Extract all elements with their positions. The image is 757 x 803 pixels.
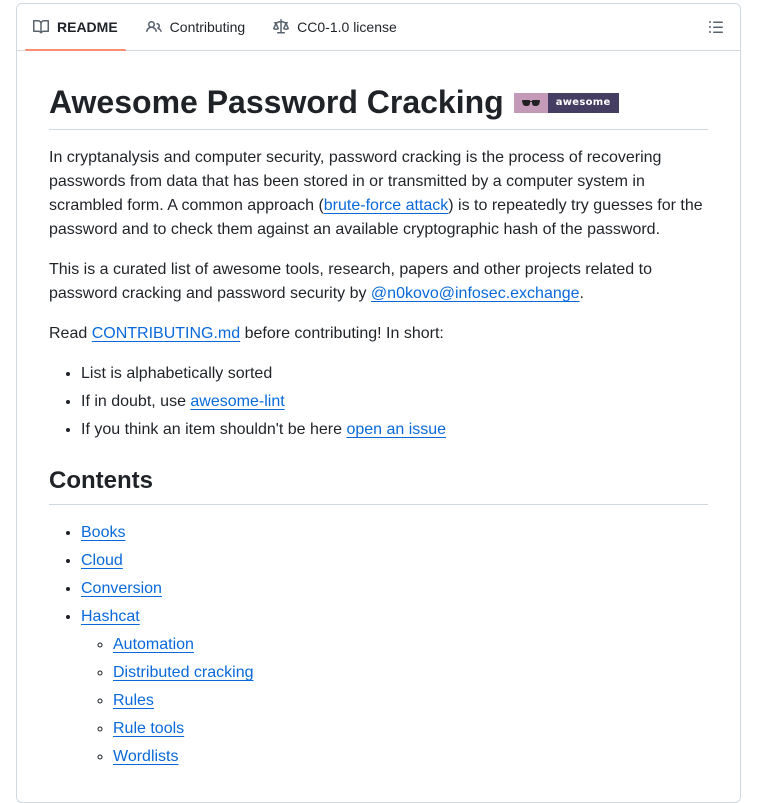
author-link[interactable]: @n0kovo@infosec.exchange (370, 285, 580, 302)
list-item: • If you think an item shouldn't be here open an issue (81, 418, 708, 442)
tab-contributing[interactable] (138, 4, 254, 50)
toc-subitem (113, 633, 708, 657)
toc-item (81, 605, 708, 769)
contributing-md-link[interactable]: CONTRIBUTING.md (91, 325, 241, 342)
toc-subitem (113, 661, 708, 685)
toc-link-distributed-cracking[interactable]: Distributed cracking (113, 664, 254, 681)
toc-subitem (113, 689, 708, 713)
toc-link-hashcat[interactable]: Hashcat (81, 608, 140, 625)
brute-force-attack-link[interactable]: brute-force attack (323, 197, 449, 214)
page-title (49, 83, 708, 130)
tab-license[interactable] (265, 4, 405, 50)
toc-link-rules[interactable]: Rules (113, 692, 154, 709)
toc-link-books[interactable]: Books (81, 524, 126, 541)
list-unordered-icon (708, 19, 724, 35)
people-icon (146, 19, 162, 35)
toc-subitem (113, 745, 708, 769)
list-item: • If in doubt, use awesome-lint (81, 390, 708, 414)
contributing-paragraph: Read CONTRIBUTING.md before contributing! In short: (49, 325, 444, 342)
tab-contributing-label: Contributing (169, 19, 246, 35)
open-issue-link[interactable]: open an issue (346, 421, 447, 438)
sunglasses-icon (521, 98, 541, 108)
hashcat-sublist (81, 633, 708, 769)
contents-heading: Contents (49, 466, 708, 505)
toc-subitem (113, 717, 708, 741)
toc-item (81, 549, 708, 573)
toc-item (81, 577, 708, 601)
toc-link-wordlists[interactable]: Wordlists (113, 748, 179, 765)
page-title-text: Awesome Password Cracking (49, 84, 504, 120)
curated-paragraph: This is a curated list of awesome tools, research, papers and other projects related to password cracking and password security by @n0kovo@infosec.exchange. (49, 261, 652, 302)
toc-item (81, 521, 708, 545)
tab-readme-label: README (57, 19, 118, 35)
rules-list (49, 362, 708, 442)
toc-link-rule-tools[interactable]: Rule tools (113, 720, 185, 737)
list-item: • List is alphabetically sorted (81, 362, 708, 386)
readme-panel (16, 3, 741, 803)
intro-paragraph: In cryptanalysis and computer security, password cracking is the process of recovering passwords from data that has been stored in or transmitted by a computer system in scrambled form. A common approach (brute-force attack) is to repeatedly try guesses for the password and to check them against an available cryptographic hash of the password. (49, 149, 703, 238)
awesome-badge[interactable] (514, 93, 619, 113)
tab-license-label: CC0-1.0 license (297, 19, 397, 35)
readme-content (17, 51, 740, 769)
tab-readme[interactable] (25, 4, 126, 50)
book-icon (33, 19, 49, 35)
outline-button[interactable] (708, 19, 726, 37)
toc-link-conversion[interactable]: Conversion (81, 580, 162, 597)
awesome-lint-link[interactable]: awesome-lint (190, 393, 285, 410)
table-of-contents (49, 521, 708, 769)
law-scale-icon (273, 19, 289, 35)
readme-tab-bar (17, 4, 740, 51)
toc-link-cloud[interactable]: Cloud (81, 552, 123, 569)
badge-label: awesome (548, 93, 619, 113)
toc-link-automation[interactable]: Automation (113, 636, 194, 653)
